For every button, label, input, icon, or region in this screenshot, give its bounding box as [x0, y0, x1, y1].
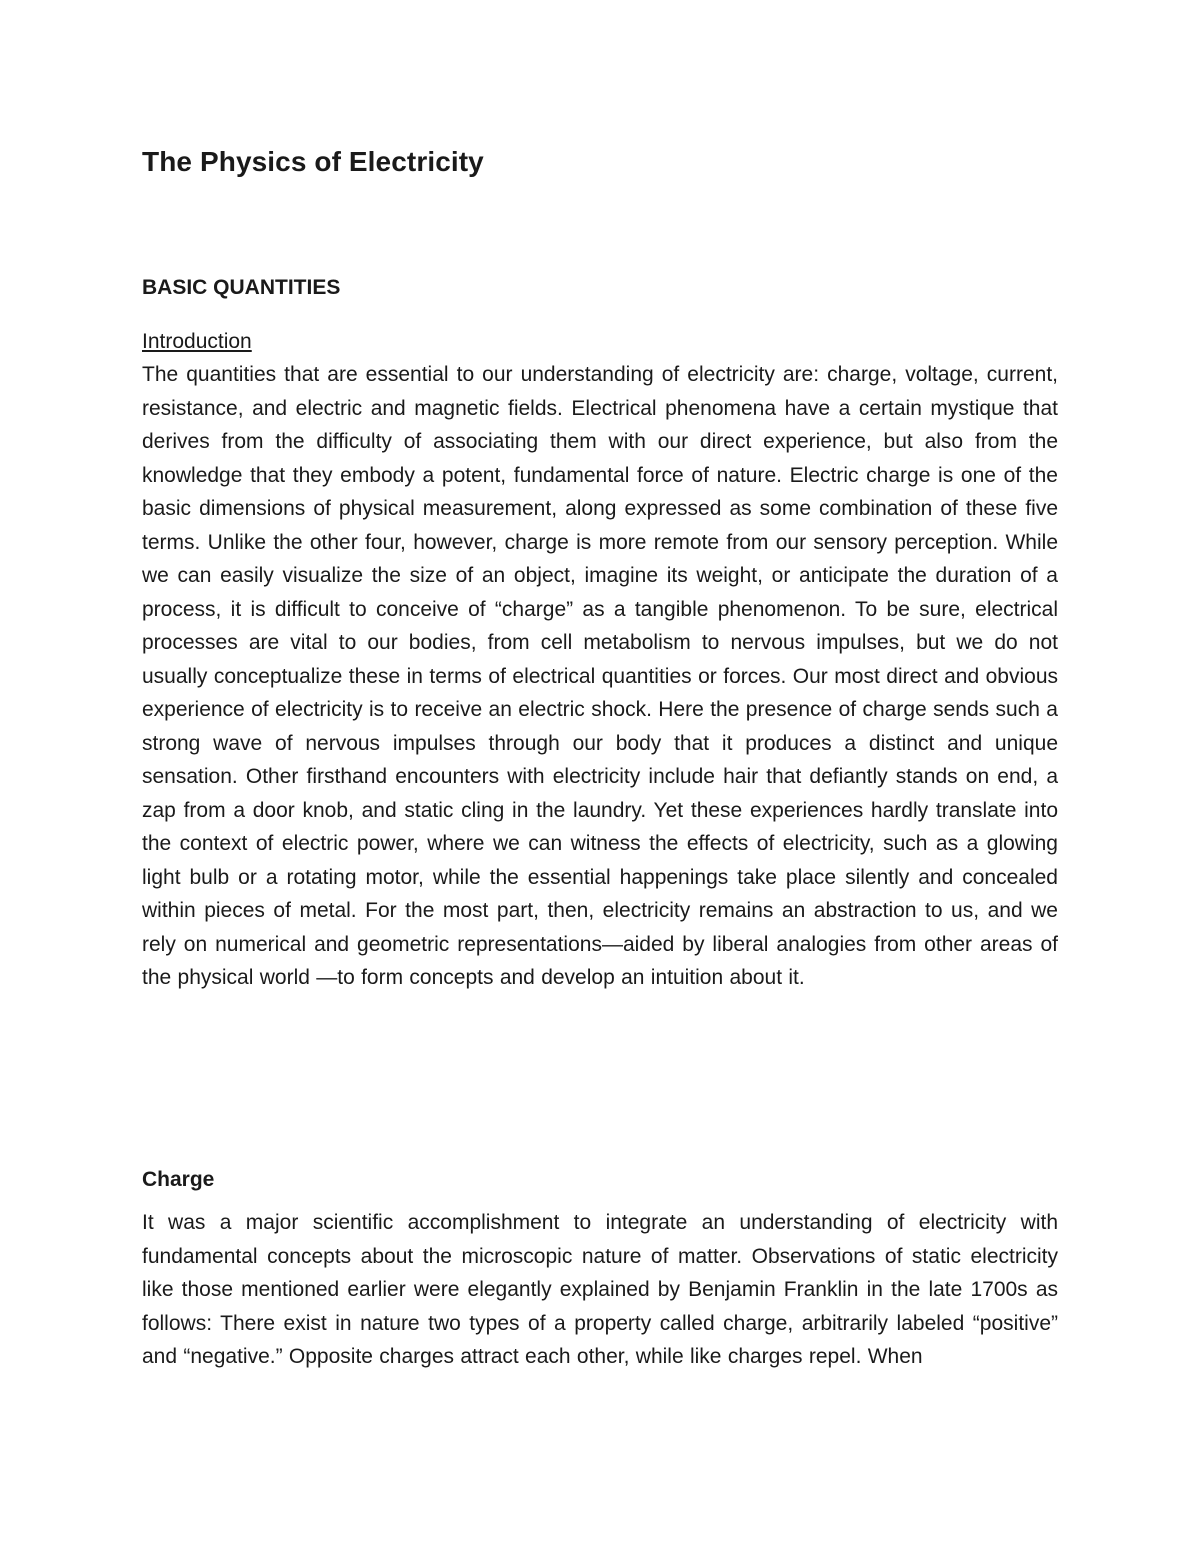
section-heading-basic-quantities: BASIC QUANTITIES: [142, 276, 341, 299]
subheading-introduction: Introduction: [142, 330, 252, 353]
paragraph-introduction: The quantities that are essential to our understanding of electricity are: charge, voltage, current, resistance, and electric and magnetic fields. Electrical phenomena have a certain mystique that derives from the difficulty of associating them with our direct experience, but also from the knowledge that they embody a potent, fundamental force of nature. Electric charge is one of the basic dimensions of physical measurement, along expressed as some combination of these five terms. Unlike the other four, however, charge is more remote from our sensory perception. While we can easily visualize the size of an object, imagine its weight, or anticipate the duration of a process, it is difficult to conceive of “charge” as a tangible phenomenon. To be sure, electrical processes are vital to our bodies, from cell metabolism to nervous impulses, but we do not usually conceptualize these in terms of electrical quantities or forces. Our most direct and obvious experience of electricity is to receive an electric shock. Here the presence of charge sends such a strong wave of nervous impulses through our body that it produces a distinct and unique sensation. Other firsthand encounters with electricity include hair that defiantly stands on end, a zap from a door knob, and static cling in the laundry. Yet these experiences hardly translate into the context of electric power, where we can witness the effects of electricity, such as a glowing light bulb or a rotating motor, while the essential happenings take place silently and concealed within pieces of metal. For the most part, then, electricity remains an abstraction to us, and we rely on numerical and geometric representations—aided by liberal analogies from other areas of the physical world —to form concepts and develop an intuition about it.: [142, 363, 1058, 989]
document-title: The Physics of Electricity: [142, 146, 484, 177]
subheading-charge: Charge: [142, 1168, 215, 1191]
paragraph-charge: It was a major scientific accomplishment to integrate an understanding of electricity with fundamental concepts about the microscopic nature of matter. Observations of static electricity like those mentioned earlier were elegantly explained by Benjamin Franklin in the late 1700s as follows: There exist in nature two types of a property called charge, arbitrarily labeled “positive” and “negative.” Opposite charges attract each other, while like charges repel. When: [142, 1211, 1058, 1368]
